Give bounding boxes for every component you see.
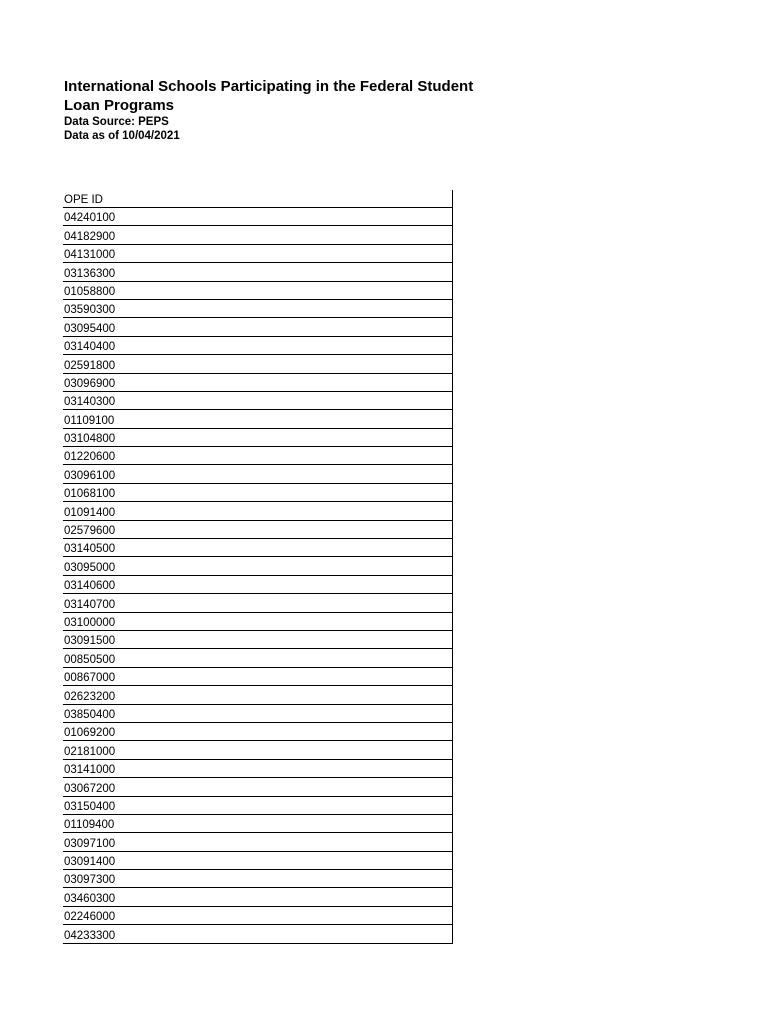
table-row: [63, 851, 453, 869]
ope-id-cell: 03096900: [63, 373, 453, 391]
ope-id-cell: 02246000: [63, 906, 453, 924]
table-row: [63, 318, 453, 336]
table-row: [63, 649, 453, 667]
ope-id-cell: 03140500: [63, 539, 453, 557]
table-row: [63, 594, 453, 612]
column-header-ope-id: OPE ID: [63, 190, 453, 208]
table-row: [63, 612, 453, 630]
ope-id-cell: 03091400: [63, 851, 453, 869]
table-row: [63, 925, 453, 943]
ope-id-cell: 03850400: [63, 704, 453, 722]
table-row: [63, 888, 453, 906]
ope-id-cell: 03140700: [63, 594, 453, 612]
ope-id-cell: 03097100: [63, 833, 453, 851]
ope-id-cell: 01091400: [63, 502, 453, 520]
ope-id-cell: 03097300: [63, 870, 453, 888]
table-row: [63, 299, 453, 317]
table-row: [63, 336, 453, 354]
ope-id-cell: 02591800: [63, 355, 453, 373]
table-body: [63, 208, 453, 944]
table-row: [63, 575, 453, 593]
ope-id-cell: 03104800: [63, 428, 453, 446]
data-source-label: Data Source: PEPS: [64, 116, 169, 128]
table-row: [63, 557, 453, 575]
ope-id-cell: 04131000: [63, 244, 453, 262]
table-row: [63, 741, 453, 759]
ope-id-cell: 02579600: [63, 520, 453, 538]
table-row: [63, 759, 453, 777]
ope-id-cell: 03095000: [63, 557, 453, 575]
ope-id-cell: 03141000: [63, 759, 453, 777]
ope-id-table-container: [63, 190, 453, 944]
table-row: [63, 208, 453, 226]
ope-id-cell: 03150400: [63, 796, 453, 814]
ope-id-cell: 03091500: [63, 630, 453, 648]
ope-id-cell: 03140600: [63, 575, 453, 593]
ope-id-cell: 00867000: [63, 667, 453, 685]
ope-id-cell: 00850500: [63, 649, 453, 667]
table-row: [63, 539, 453, 557]
table-row: [63, 281, 453, 299]
ope-id-cell: 03136300: [63, 263, 453, 281]
table-row: [63, 391, 453, 409]
table-header-row: [63, 190, 453, 208]
ope-id-cell: 02181000: [63, 741, 453, 759]
ope-id-cell: 03460300: [63, 888, 453, 906]
table-row: [63, 373, 453, 391]
table-row: [63, 355, 453, 373]
table-row: [63, 630, 453, 648]
ope-id-cell: 01069200: [63, 722, 453, 740]
table-row: [63, 244, 453, 262]
table-row: [63, 447, 453, 465]
table-row: [63, 870, 453, 888]
ope-id-cell: 03067200: [63, 778, 453, 796]
table-row: [63, 502, 453, 520]
ope-id-cell: 03100000: [63, 612, 453, 630]
ope-id-cell: 03096100: [63, 465, 453, 483]
table-row: [63, 833, 453, 851]
table-row: [63, 226, 453, 244]
table-row: [63, 778, 453, 796]
table-row: [63, 483, 453, 501]
table-row: [63, 465, 453, 483]
ope-id-cell: 02623200: [63, 686, 453, 704]
table-row: [63, 814, 453, 832]
table-row: [63, 722, 453, 740]
document-header: [64, 77, 484, 143]
ope-id-cell: 01109100: [63, 410, 453, 428]
table-row: [63, 263, 453, 281]
table-row: [63, 686, 453, 704]
ope-id-cell: 01109400: [63, 814, 453, 832]
ope-id-cell: 04233300: [63, 925, 453, 943]
ope-id-cell: 03140400: [63, 336, 453, 354]
data-date-label: Data as of 10/04/2021: [64, 130, 180, 142]
ope-id-cell: 01220600: [63, 447, 453, 465]
ope-id-cell: 01068100: [63, 483, 453, 501]
ope-id-cell: 01058800: [63, 281, 453, 299]
ope-id-cell: 04240100: [63, 208, 453, 226]
table-row: [63, 704, 453, 722]
document-title: International Schools Participating in the Federal Student Loan Programs: [64, 78, 474, 114]
ope-id-cell: 04182900: [63, 226, 453, 244]
table-row: [63, 410, 453, 428]
ope-id-cell: 03140300: [63, 391, 453, 409]
table-row: [63, 520, 453, 538]
table-row: [63, 667, 453, 685]
ope-id-cell: 03590300: [63, 299, 453, 317]
table-row: [63, 428, 453, 446]
ope-id-table: [63, 190, 453, 944]
table-row: [63, 906, 453, 924]
table-row: [63, 796, 453, 814]
ope-id-cell: 03095400: [63, 318, 453, 336]
